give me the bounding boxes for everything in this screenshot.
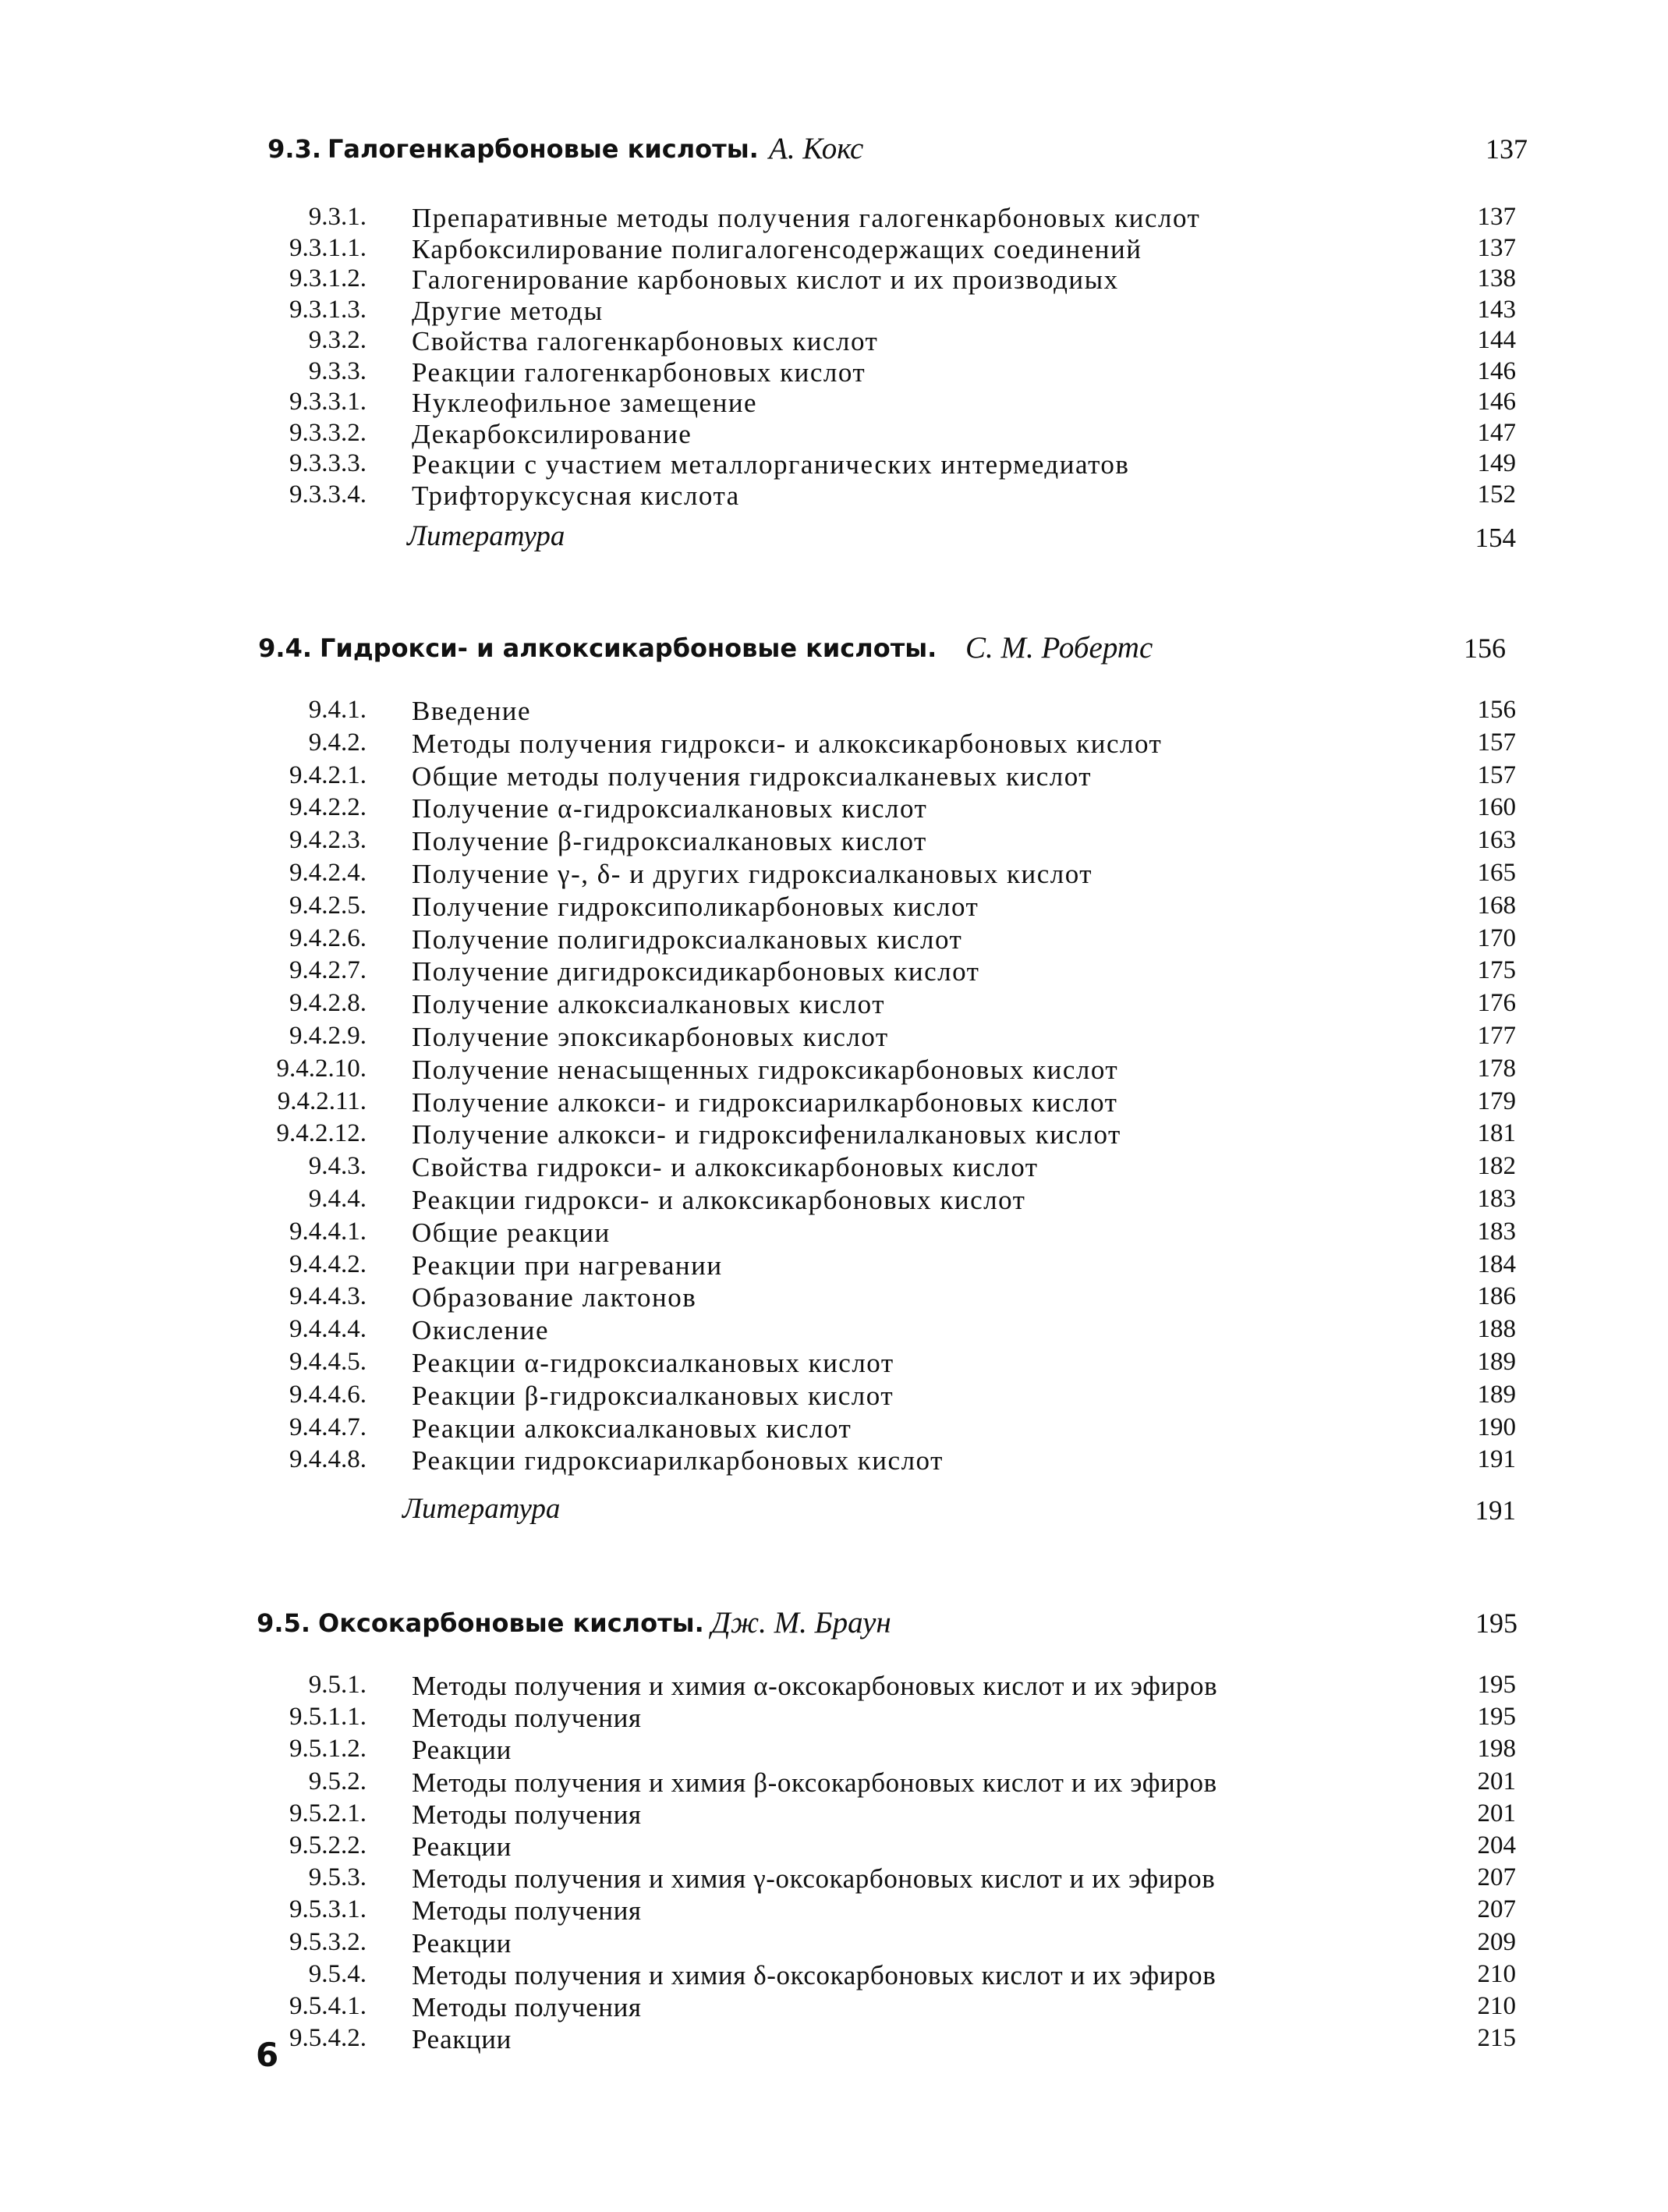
section-heading <box>0 134 1668 173</box>
entry-page: 149 <box>1477 449 1516 477</box>
entry-page: 183 <box>1477 1185 1516 1213</box>
entry-page: 184 <box>1477 1250 1516 1278</box>
toc-entry <box>0 1445 1668 1478</box>
entry-title: Трифторуксусная кислота <box>412 480 740 511</box>
entry-number: 9.3.3.1. <box>289 388 367 416</box>
entry-page: 189 <box>1477 1348 1516 1376</box>
section-author: Дж. М. Браун <box>711 1606 891 1640</box>
toc-entry <box>0 1928 1668 1961</box>
toc-entry <box>0 1960 1668 1993</box>
entry-title: Получение полигидроксиалкановых кислот <box>412 924 963 955</box>
entry-title: Получение алкоксиалкановых кислот <box>412 989 886 1019</box>
toc-entry <box>0 2024 1668 2057</box>
toc-entry <box>0 696 1668 728</box>
entry-number: 9.3.2. <box>308 326 367 354</box>
entry-number: 9.5.1. <box>308 1671 367 1699</box>
toc-entry <box>0 1055 1668 1087</box>
entry-number: 9.4.3. <box>308 1152 367 1180</box>
entry-number: 9.3.3. <box>308 357 367 385</box>
entry-number: 9.4.4.4. <box>289 1315 367 1343</box>
toc-entry <box>0 1895 1668 1928</box>
entry-number: 9.5.3.2. <box>289 1928 367 1956</box>
toc-entry <box>0 826 1668 859</box>
entry-page: 209 <box>1477 1928 1516 1956</box>
entry-page: 156 <box>1477 696 1516 724</box>
toc-entry <box>0 989 1668 1022</box>
entry-number: 9.4.4.7. <box>289 1413 367 1441</box>
entry-page: 146 <box>1477 388 1516 416</box>
entry-title: Получение β-гидроксиалкановых кислот <box>412 826 927 856</box>
entry-number: 9.3.1.1. <box>289 234 367 262</box>
entry-page: 215 <box>1477 2024 1516 2052</box>
section-page: 195 <box>1475 1608 1517 1639</box>
entry-title: Галогенирование карбоновых кислот и их производиых <box>412 264 1119 295</box>
entry-number: 9.4.2.11. <box>277 1087 367 1115</box>
entry-page: 138 <box>1477 264 1516 292</box>
toc-entry <box>0 419 1668 452</box>
toc-entry <box>0 1992 1668 2025</box>
toc-entry <box>0 1831 1668 1864</box>
entry-title: Методы получения гидрокси- и алкоксикарбоновых кислот <box>412 728 1163 759</box>
entry-number: 9.3.1. <box>308 203 367 231</box>
toc-entry <box>0 1863 1668 1896</box>
toc-entry <box>0 924 1668 957</box>
entry-number: 9.4.1. <box>308 696 367 724</box>
entry-title: Методы получения <box>412 1992 642 2022</box>
entry-page: 189 <box>1477 1381 1516 1409</box>
entry-page: 168 <box>1477 892 1516 920</box>
entry-page: 204 <box>1477 1831 1516 1859</box>
entry-number: 9.4.4. <box>308 1185 367 1213</box>
entry-number: 9.4.2.7. <box>289 956 367 984</box>
entry-title: Получение α-гидроксиалкановых кислот <box>412 793 928 824</box>
entry-page: 165 <box>1477 859 1516 887</box>
entry-number: 9.4.2.2. <box>289 793 367 821</box>
entry-page: 178 <box>1477 1055 1516 1083</box>
toc-entry <box>0 1671 1668 1703</box>
entry-page: 201 <box>1477 1799 1516 1827</box>
entry-title: Реакции галогенкарбоновых кислот <box>412 357 866 388</box>
entry-number: 9.4.2.12. <box>276 1119 367 1147</box>
entry-title: Карбоксилирование полигалогенсодержащих соединений <box>412 234 1142 264</box>
entry-title: Методы получения и химия δ-оксокарбоновых кислот и их эфиров <box>412 1960 1216 1990</box>
section-author: С. М. Робертс <box>965 631 1153 665</box>
entry-page: 147 <box>1477 419 1516 447</box>
entry-number: 9.4.2.5. <box>289 892 367 920</box>
toc-entry <box>0 296 1668 328</box>
toc-entry <box>0 793 1668 826</box>
entry-page: 146 <box>1477 357 1516 385</box>
toc-entry <box>0 1413 1668 1446</box>
literature-label: Литература <box>407 520 565 552</box>
toc-entry <box>0 728 1668 761</box>
toc-entry <box>0 892 1668 924</box>
entry-page: 144 <box>1477 326 1516 354</box>
toc-entry <box>0 203 1668 236</box>
toc-entry <box>0 1250 1668 1283</box>
section-page: 156 <box>1464 633 1506 664</box>
entry-title: Реакции <box>412 1831 512 1862</box>
toc-entry <box>0 1022 1668 1055</box>
entry-title: Реакции гидроксиарилкарбоновых кислот <box>412 1445 944 1476</box>
entry-title: Реакции гидрокси- и алкоксикарбоновых кислот <box>412 1185 1026 1215</box>
entry-number: 9.4.2.9. <box>289 1022 367 1050</box>
entry-page: 207 <box>1477 1895 1516 1923</box>
entry-title: Общие реакции <box>412 1218 611 1248</box>
entry-page: 137 <box>1477 203 1516 231</box>
entry-page: 210 <box>1477 1960 1516 1988</box>
section-page: 137 <box>1486 133 1528 165</box>
entry-page: 181 <box>1477 1119 1516 1147</box>
section-author: А. Кокс <box>769 132 864 165</box>
entry-title: Декарбоксилирование <box>412 419 692 449</box>
entry-title: Методы получения и химия α-оксокарбоновых кислот и их эфиров <box>412 1671 1218 1701</box>
entry-number: 9.3.1.2. <box>289 264 367 292</box>
entry-number: 9.5.2. <box>308 1767 367 1795</box>
entry-title: Введение <box>412 696 532 726</box>
entry-page: 176 <box>1477 989 1516 1017</box>
literature-label: Литература <box>402 1493 561 1525</box>
section-heading <box>0 633 1668 672</box>
entry-title: Методы получения и химия γ-оксокарбоновых кислот и их эфиров <box>412 1863 1216 1894</box>
literature-page: 154 <box>1475 523 1516 553</box>
entry-number: 9.5.3.1. <box>289 1895 367 1923</box>
entry-title: Методы получения и химия β-оксокарбоновых кислот и их эфиров <box>412 1767 1217 1798</box>
entry-number: 9.5.1.2. <box>289 1735 367 1763</box>
entry-number: 9.4.2. <box>308 728 367 757</box>
entry-title: Методы получения <box>412 1895 642 1926</box>
entry-title: Получение алкокси- и гидроксиарилкарбоновых кислот <box>412 1087 1118 1118</box>
entry-title: Реакции <box>412 1735 512 1765</box>
entry-number: 9.5.4. <box>308 1960 367 1988</box>
toc-entry <box>0 761 1668 794</box>
entry-title: Препаративные методы получения галогенкарбоновых кислот <box>412 203 1201 233</box>
toc-entry <box>0 859 1668 892</box>
entry-title: Получение эпоксикарбоновых кислот <box>412 1022 889 1052</box>
toc-entry <box>0 1087 1668 1120</box>
entry-number: 9.4.2.8. <box>289 989 367 1017</box>
toc-entry <box>0 1282 1668 1315</box>
entry-page: 190 <box>1477 1413 1516 1441</box>
toc-entry <box>0 1315 1668 1348</box>
entry-number: 9.4.2.10. <box>276 1055 367 1083</box>
section-heading <box>0 1608 1668 1647</box>
entry-page: 195 <box>1477 1703 1516 1731</box>
entry-page: 170 <box>1477 924 1516 952</box>
entry-title: Получение γ-, δ- и других гидроксиалкановых кислот <box>412 859 1093 889</box>
entry-page: 182 <box>1477 1152 1516 1180</box>
entry-title: Реакции с участием металлорганических интермедиатов <box>412 449 1130 480</box>
section-title: Галогенкарбоновые кислоты. <box>328 134 759 164</box>
page-number: 6 <box>256 2036 279 2074</box>
entry-title: Нуклеофильное замещение <box>412 388 758 418</box>
entry-title: Другие методы <box>412 296 604 326</box>
entry-page: 210 <box>1477 1992 1516 2020</box>
entry-title: Общие методы получения гидроксиалканевых кислот <box>412 761 1093 792</box>
entry-title: Методы получения <box>412 1703 642 1733</box>
entry-number: 9.3.3.4. <box>289 480 367 509</box>
entry-page: 186 <box>1477 1282 1516 1310</box>
entry-title: Получение дигидроксидикарбоновых кислот <box>412 956 980 987</box>
toc-entry <box>0 326 1668 359</box>
entry-page: 157 <box>1477 761 1516 789</box>
entry-page: 207 <box>1477 1863 1516 1891</box>
entry-title: Получение гидроксиполикарбоновых кислот <box>412 892 979 922</box>
entry-title: Свойства гидрокси- и алкоксикарбоновых кислот <box>412 1152 1039 1182</box>
entry-number: 9.4.4.8. <box>289 1445 367 1473</box>
entry-title: Окисление <box>412 1315 550 1345</box>
entry-page: 137 <box>1477 234 1516 262</box>
entry-number: 9.5.1.1. <box>289 1703 367 1731</box>
toc-entry <box>0 1218 1668 1250</box>
toc-entry <box>0 956 1668 989</box>
entry-page: 163 <box>1477 826 1516 854</box>
toc-entry <box>0 449 1668 482</box>
entry-title: Реакции при нагревании <box>412 1250 723 1281</box>
entry-page: 157 <box>1477 728 1516 757</box>
entry-page: 143 <box>1477 296 1516 324</box>
entry-number: 9.4.2.1. <box>289 761 367 789</box>
toc-entry <box>0 388 1668 420</box>
entry-title: Реакции <box>412 2024 512 2054</box>
entry-number: 9.3.3.2. <box>289 419 367 447</box>
entry-page: 201 <box>1477 1767 1516 1795</box>
entry-page: 191 <box>1477 1445 1516 1473</box>
section-number: 9.4. <box>258 633 312 663</box>
entry-page: 179 <box>1477 1087 1516 1115</box>
entry-number: 9.3.3.3. <box>289 449 367 477</box>
toc-entry <box>0 480 1668 513</box>
entry-number: 9.4.2.6. <box>289 924 367 952</box>
toc-entry <box>0 1703 1668 1735</box>
entry-page: 175 <box>1477 956 1516 984</box>
entry-title: Реакции β-гидроксиалкановых кислот <box>412 1381 894 1411</box>
entry-number: 9.5.3. <box>308 1863 367 1891</box>
toc-entry <box>0 1381 1668 1413</box>
literature-page: 191 <box>1475 1495 1516 1526</box>
entry-number: 9.4.4.6. <box>289 1381 367 1409</box>
entry-page: 183 <box>1477 1218 1516 1246</box>
entry-number: 9.4.4.5. <box>289 1348 367 1376</box>
toc-entry <box>0 1152 1668 1185</box>
entry-page: 152 <box>1477 480 1516 509</box>
entry-number: 9.4.4.3. <box>289 1282 367 1310</box>
entry-number: 9.4.2.4. <box>289 859 367 887</box>
entry-title: Получение ненасыщенных гидроксикарбоновых кислот <box>412 1055 1119 1085</box>
toc-entry <box>0 1185 1668 1218</box>
entry-number: 9.5.2.1. <box>289 1799 367 1827</box>
entry-number: 9.5.4.2. <box>289 2024 367 2052</box>
entry-title: Реакции α-гидроксиалкановых кислот <box>412 1348 894 1378</box>
entry-title: Образование лактонов <box>412 1282 697 1313</box>
entry-title: Свойства галогенкарбоновых кислот <box>412 326 879 356</box>
toc-entry <box>0 1119 1668 1152</box>
toc-entry <box>0 1348 1668 1381</box>
entry-number: 9.4.4.2. <box>289 1250 367 1278</box>
toc-entry <box>0 1799 1668 1832</box>
section-title: Гидрокси- и алкоксикарбоновые кислоты. <box>320 633 937 663</box>
entry-page: 195 <box>1477 1671 1516 1699</box>
section-number: 9.5. <box>257 1608 310 1638</box>
toc-entry <box>0 264 1668 297</box>
entry-number: 9.4.4.1. <box>289 1218 367 1246</box>
entry-page: 177 <box>1477 1022 1516 1050</box>
entry-number: 9.5.4.1. <box>289 1992 367 2020</box>
section-title: Оксокарбоновые кислоты. <box>318 1608 704 1638</box>
entry-title: Реакции алкоксиалкановых кислот <box>412 1413 852 1444</box>
entry-number: 9.3.1.3. <box>289 296 367 324</box>
toc-entry <box>0 1767 1668 1800</box>
entry-title: Методы получения <box>412 1799 642 1830</box>
toc-entry <box>0 1735 1668 1767</box>
entry-page: 188 <box>1477 1315 1516 1343</box>
entry-number: 9.4.2.3. <box>289 826 367 854</box>
toc-entry <box>0 234 1668 267</box>
entry-page: 198 <box>1477 1735 1516 1763</box>
entry-page: 160 <box>1477 793 1516 821</box>
toc-entry <box>0 357 1668 390</box>
section-number: 9.3. <box>267 134 321 164</box>
entry-title: Реакции <box>412 1928 512 1959</box>
entry-number: 9.5.2.2. <box>289 1831 367 1859</box>
entry-title: Получение алкокси- и гидроксифенилалкановых кислот <box>412 1119 1121 1150</box>
